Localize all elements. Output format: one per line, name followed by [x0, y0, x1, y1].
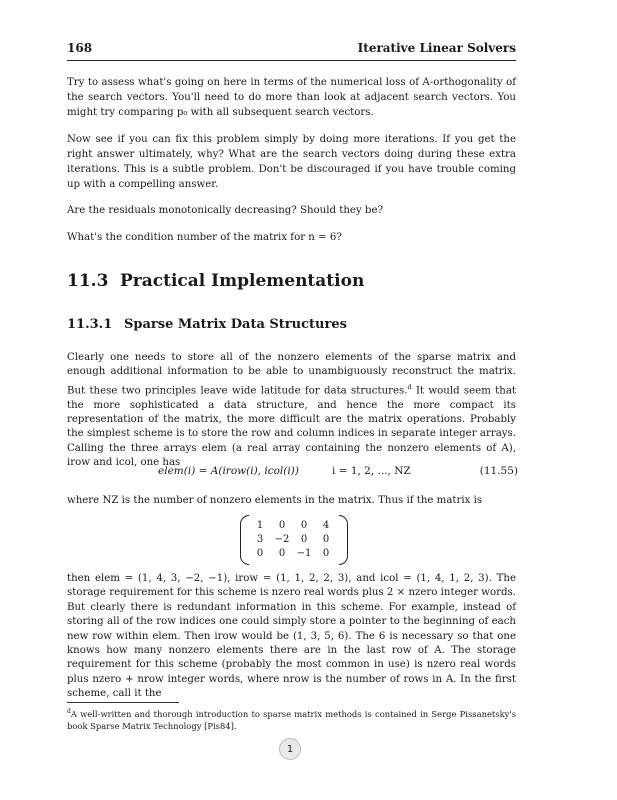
matrix-table — [249, 518, 337, 560]
matrix-cell: 0 — [322, 547, 330, 559]
section-heading — [67, 271, 364, 291]
matrix-row — [249, 532, 337, 546]
page-header — [67, 41, 516, 59]
matrix-cell: 0 — [256, 547, 264, 559]
running-title: Iterative Linear Solvers — [357, 41, 516, 55]
matrix-cell: 0 — [278, 519, 286, 531]
paragraph: Now see if you can fix this problem simply by doing more iterations. If you get the right answer ultimately, why? What are the search vectors doing during these extra iterations. This is a subtle problem. Don't be discouraged if you have trouble coming up with a compelling answer. — [67, 133, 516, 191]
paragraph: Are the residuals monotonically decreasing? Should they be? — [67, 205, 383, 217]
storage-paragraph: then elem = (1, 4, 3, −2, −1), irow = (1, 1, 2, 2, 3), and icol = (1, 4, 1, 2, 3). The storage requirement for this scheme is nzero real words plus 2 × nzero integer words. But clearly there is redundant information in this scheme. For example, instead of storing all of the row indices one could simply store a pointer to the beginning of each new row within elem. Then irow would be (1, 3, 5, 6). The 6 is necessary so that one knows how many nonzero elements there are in the last row of A. The storage requirement for this scheme (probably the most common in use) is nzero real words plus nzero + nrow integer words, where nrow is the number of rows in A. In the first scheme, call it the — [67, 573, 516, 700]
equation-rhs: i = 1, 2, ..., NZ — [332, 465, 411, 477]
matrix-cell: 3 — [256, 533, 264, 545]
where-paragraph: where NZ is the number of nonzero elements in the matrix. Thus if the matrix is — [67, 495, 483, 506]
equation-lhs: elem(i) = A(irow(i), icol(i)) — [158, 465, 299, 477]
paragraph: Try to assess what's going on here in terms of the numerical loss of A-orthogonality of the search vectors. You'll need to do more than look at adjacent search vectors. You might try comparing p₀ with all subsequent search vectors. — [67, 77, 516, 119]
matrix-row — [249, 518, 337, 532]
paragraph-part: Clearly one needs to store all of the nonzero elements of the sparse matrix and enough additional information to be able to unambiguously reconstruct the matrix. But these two principles leave wide latitude for data structures. — [67, 352, 516, 397]
paragraph: What's the condition number of the matrix for n = 6? — [67, 231, 342, 243]
footnote-marker[interactable]: d — [407, 382, 412, 391]
matrix-cell: 1 — [256, 519, 264, 531]
matrix-cell: 0 — [300, 533, 308, 545]
intro-text — [67, 75, 516, 256]
sparse-intro-paragraph — [67, 351, 516, 471]
subsection-heading — [67, 317, 347, 332]
matrix-cell: −1 — [296, 547, 312, 559]
page-number: 168 — [67, 41, 93, 55]
footnote-rule — [67, 702, 179, 703]
right-paren — [339, 515, 348, 565]
matrix-cell: 0 — [300, 519, 308, 531]
matrix-cell: 4 — [322, 519, 330, 531]
footnote-text: A well-written and thorough introduction to sparse matrix methods is contained in Serge Pissanetsky's book Sparse Matrix Technology [Pis84]. — [67, 708, 516, 731]
header-rule — [67, 60, 516, 61]
page-badge[interactable]: 1 — [279, 738, 301, 760]
example-matrix — [240, 515, 348, 567]
matrix-cell: −2 — [274, 533, 290, 545]
subsection-title: Sparse Matrix Data Structures — [124, 317, 347, 332]
matrix-cell: 0 — [322, 533, 330, 545]
equation-tag: (11.55) — [479, 465, 518, 477]
left-paren — [240, 515, 249, 565]
matrix-row — [249, 546, 337, 560]
paragraph-part: It would seem that the more sophisticated a data structure, and hence the more compact its representation of the matrix, the more difficult are the matrix operations. Probably the simplest scheme is to store the row and column indices in separate integer arrays. Calling the three arrays elem (a real array containing the nonzero elements of A), irow and icol, one has — [67, 385, 516, 469]
footnote — [67, 706, 516, 732]
subsection-number: 11.3.1 — [67, 317, 113, 332]
matrix-cell: 0 — [278, 547, 286, 559]
section-number: 11.3 — [67, 271, 109, 291]
footnote-mark: d — [67, 708, 71, 715]
equation-11-55 — [158, 465, 518, 477]
section-title: Practical Implementation — [120, 271, 365, 291]
